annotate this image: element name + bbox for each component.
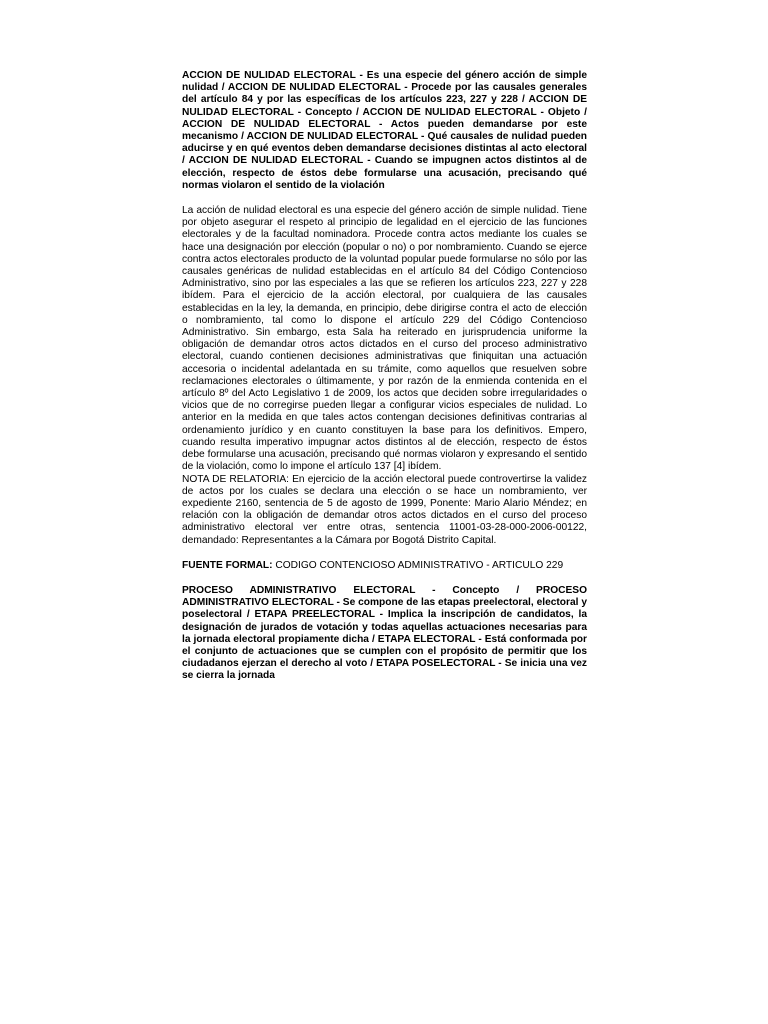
source-text: CODIGO CONTENCIOSO ADMINISTRATIVO - ARTICULO 229: [272, 559, 564, 571]
relatoria-note: NOTA DE RELATORIA: En ejercicio de la acción electoral puede controvertirse la validez de actos por los cuales se declara una elección o se hace un nombramiento, ver expediente 2160, sentencia de 5 de agosto de 1999, Ponente: Mario Alario Méndez; en relación con la obligación de demandar otros actos dictados en el curso del proceso administrativo electoral ver entre otras, sentencia 11001-03-28-000-2006-00122, demandado: Representantes a la Cámara por Bogotá Distrito Capital.: [182, 473, 587, 546]
summary-heading-1: ACCION DE NULIDAD ELECTORAL - Es una especie del género acción de simple nulidad / ACCION DE NULIDAD ELECTORAL - Procede por las causales generales del artículo 84 y por las específicas de los artículos 223, 227 y 228 / ACCION DE NULIDAD ELECTORAL - Concepto / ACCION DE NULIDAD ELECTORAL - Objeto / ACCION DE NULIDAD ELECTORAL - Actos pueden demandarse por este mecanismo / ACCION DE NULIDAD ELECTORAL - Qué causales de nulidad pueden aducirse y en qué eventos deben demandarse decisiones distintas al acto electoral / ACCION DE NULIDAD ELECTORAL - Cuando se impugnen actos distintos al de elección, respecto de éstos debe formularse una acusación, precisando qué normas violaron el sentido de la violación: [182, 70, 587, 191]
document-page: [182, 70, 587, 683]
body-paragraph-1: La acción de nulidad electoral es una especie del género acción de simple nulidad. Tiene por objeto asegurar el respeto al principio de legalidad en el ejercicio de las funciones electorales y de la facultad nominadora. Procede contra actos mediante los cuales se hace una designación por elección (popular o no) o por nombramiento. Cuando se ejerce contra actos electorales producto de la voluntad popular puede formularse no sólo por las causales genéricas de nulidad establecidas en el artículo 84 del Código Contencioso Administrativo, sino por las especiales a las que se refieren los artículos 223, 227 y 228 ibídem. Para el ejercicio de la acción electoral, por cualquiera de las causales establecidas en la ley, la demanda, en principio, debe dirigirse contra el acto de elección o nombramiento, tal como lo dispone el artículo 229 del Código Contencioso Administrativo. Sin embargo, esta Sala ha reiterado en jurisprudencia uniforme la obligación de demandar otros actos dictados en el curso del proceso administrativo electoral, cuando contienen decisiones administrativas que finiquitan una actuación accesoria o incidental adelantada en su trámite, como aquellos que resuelven sobre reclamaciones electorales o últimamente, y por razón de la enmienda contenida en el artículo 8º del Acto Legislativo 1 de 2009, los actos que deciden sobre irregularidades o vicios que de no corregirse pueden llegar a configurar vicios especiales de nulidad. Lo anterior en la medida en que tales actos contengan decisiones definitivas contrarias al ordenamiento jurídico y en cuanto constituyen la base para los definitivos. Empero, cuando resulta imperativo impugnar actos distintos al de elección, respecto de éstos debe formularse una acusación, precisando qué normas violaron y expresando el sentido de la violación, como lo impone el artículo 137 [4] ibídem.: [182, 205, 587, 473]
summary-heading-2: PROCESO ADMINISTRATIVO ELECTORAL - Concepto / PROCESO ADMINISTRATIVO ELECTORAL - Se compone de las etapas preelectoral, electoral y poselectoral / ETAPA PREELECTORAL - Implica la inscripción de candidatos, la designación de jurados de votación y todas aquellas actuaciones necesarias para la jornada electoral propiamente dicha / ETAPA ELECTORAL - Está conformada por el conjunto de actuaciones que se cumplen con el propósito de permitir que los ciudadanos ejerzan el derecho al voto / ETAPA POSELECTORAL - Se inicia una vez se cierra la jornada: [182, 584, 587, 682]
source-label: FUENTE FORMAL:: [182, 559, 273, 571]
source-line: [182, 560, 587, 572]
